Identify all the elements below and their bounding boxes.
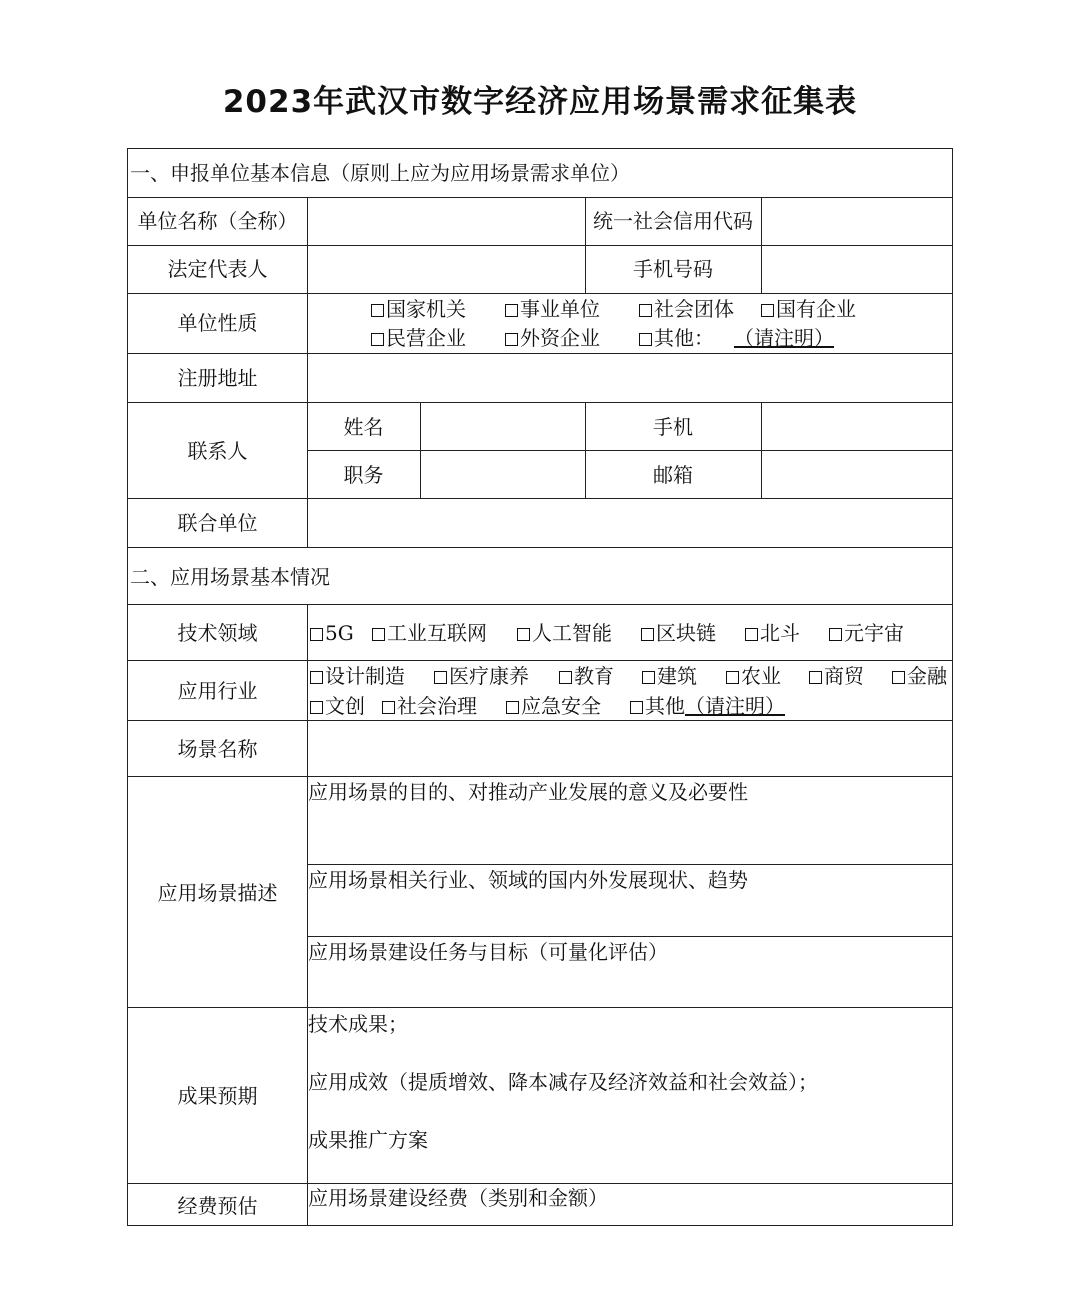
row-divider — [307, 936, 953, 937]
section-1-header: 一、申报单位基本信息（原则上应为应用场景需求单位） — [130, 161, 630, 185]
option-foreign-enterprise[interactable]: 外资企业 — [505, 326, 639, 350]
scene-name-label: 场景名称 — [177, 737, 258, 761]
option-metaverse[interactable]: 元宇宙 — [829, 621, 904, 645]
option-government[interactable]: 国家机关 — [371, 297, 505, 321]
checkbox-icon — [829, 628, 842, 641]
industry-options-row-1 — [310, 664, 947, 688]
checkbox-icon — [505, 304, 518, 317]
checkbox-icon — [310, 628, 323, 641]
row-divider — [128, 660, 953, 661]
checkbox-icon — [505, 333, 518, 346]
industry-options-row-2 — [310, 694, 785, 718]
contact-name-label: 姓名 — [343, 415, 384, 439]
checkbox-icon — [630, 701, 643, 714]
contact-email-label: 邮箱 — [653, 463, 693, 487]
column-divider — [761, 402, 762, 499]
row-divider — [307, 864, 953, 865]
checkbox-icon — [642, 671, 655, 684]
contact-position-label: 职务 — [343, 463, 384, 487]
row-divider — [128, 293, 953, 294]
row-divider — [128, 1183, 953, 1184]
checkbox-icon — [745, 628, 758, 641]
mobile-number-label: 手机号码 — [633, 257, 713, 281]
option-social-governance[interactable]: 社会治理 — [382, 694, 506, 718]
row-divider — [128, 402, 953, 403]
option-social-organization[interactable]: 社会团体 — [639, 297, 761, 321]
description-item-purpose: 应用场景的目的、对推动产业发展的意义及必要性 — [308, 780, 748, 804]
option-blockchain[interactable]: 区块链 — [641, 621, 745, 645]
outcome-item-tech: 技术成果； — [308, 1012, 408, 1036]
option-5g[interactable]: 5G — [310, 621, 372, 645]
checkbox-icon — [371, 333, 384, 346]
option-industrial-internet[interactable]: 工业互联网 — [372, 621, 517, 645]
joint-unit-label: 联合单位 — [177, 511, 258, 535]
row-divider — [128, 1007, 953, 1008]
option-education[interactable]: 教育 — [559, 664, 642, 688]
row-divider — [128, 197, 953, 198]
row-divider — [128, 353, 953, 354]
checkbox-icon — [310, 671, 323, 684]
registered-address-label: 注册地址 — [177, 366, 258, 390]
budget-item: 应用场景建设经费（类别和金额） — [308, 1186, 608, 1210]
row-divider — [128, 604, 953, 605]
section-2-header: 二、应用场景基本情况 — [130, 565, 330, 589]
outcome-item-effect: 应用成效（提质增效、降本减存及经济效益和社会效益）； — [308, 1070, 818, 1094]
description-item-goals: 应用场景建设任务与目标（可量化评估） — [308, 940, 668, 964]
checkbox-icon — [372, 628, 385, 641]
column-divider — [307, 197, 308, 548]
contact-label: 联系人 — [187, 439, 248, 463]
checkbox-icon — [639, 304, 652, 317]
option-ai[interactable]: 人工智能 — [517, 621, 641, 645]
page-title: 2023年武汉市数字经济应用场景需求征集表 — [222, 84, 858, 120]
option-healthcare[interactable]: 医疗康养 — [434, 664, 559, 688]
option-industry-other[interactable]: 其他 — [630, 694, 685, 718]
tech-field-label: 技术领域 — [177, 621, 258, 645]
industry-other-note: （请注明） — [685, 694, 785, 718]
option-agriculture[interactable]: 农业 — [726, 664, 809, 688]
credit-code-label: 统一社会信用代码 — [593, 209, 753, 233]
unit-type-label: 单位性质 — [177, 311, 258, 335]
option-public-institution[interactable]: 事业单位 — [505, 297, 639, 321]
row-divider — [128, 245, 953, 246]
checkbox-icon — [310, 701, 323, 714]
outcome-item-promotion: 成果推广方案 — [308, 1128, 428, 1152]
legal-representative-label: 法定代表人 — [167, 257, 268, 281]
row-divider — [307, 450, 953, 451]
row-divider — [128, 547, 953, 548]
checkbox-icon — [726, 671, 739, 684]
checkbox-icon — [517, 628, 530, 641]
tech-field-options — [310, 621, 904, 645]
checkbox-icon — [761, 304, 774, 317]
row-divider — [128, 720, 953, 721]
option-beidou[interactable]: 北斗 — [745, 621, 829, 645]
application-form-table — [127, 148, 953, 1226]
checkbox-icon — [639, 333, 652, 346]
description-item-status: 应用场景相关行业、领域的国内外发展现状、趋势 — [308, 868, 748, 892]
checkbox-icon — [892, 671, 905, 684]
row-divider — [128, 776, 953, 777]
contact-phone-label: 手机 — [653, 415, 693, 439]
checkbox-icon — [371, 304, 384, 317]
other-note: （请注明） — [734, 326, 834, 350]
unit-name-label: 单位名称（全称） — [137, 209, 298, 233]
option-design-manufacturing[interactable]: 设计制造 — [310, 664, 434, 688]
option-state-owned[interactable]: 国有企业 — [761, 297, 856, 321]
option-cultural-creative[interactable]: 文创 — [310, 694, 382, 718]
checkbox-icon — [434, 671, 447, 684]
industry-label: 应用行业 — [177, 679, 258, 703]
checkbox-icon — [506, 701, 519, 714]
option-commerce[interactable]: 商贸 — [809, 664, 892, 688]
unit-type-options-row-2 — [371, 326, 834, 350]
row-divider — [128, 498, 953, 499]
description-label: 应用场景描述 — [157, 881, 278, 905]
column-divider — [420, 402, 421, 499]
option-private-enterprise[interactable]: 民营企业 — [371, 326, 505, 350]
budget-label: 经费预估 — [177, 1194, 258, 1218]
option-construction[interactable]: 建筑 — [642, 664, 726, 688]
checkbox-icon — [809, 671, 822, 684]
column-divider — [761, 197, 762, 294]
checkbox-icon — [382, 701, 395, 714]
option-finance[interactable]: 金融 — [892, 664, 947, 688]
checkbox-icon — [559, 671, 572, 684]
outcome-label: 成果预期 — [177, 1084, 258, 1108]
unit-type-options-row-1 — [371, 297, 856, 321]
option-other[interactable]: 其他： — [639, 326, 714, 350]
checkbox-icon — [641, 628, 654, 641]
option-emergency-safety[interactable]: 应急安全 — [506, 694, 630, 718]
